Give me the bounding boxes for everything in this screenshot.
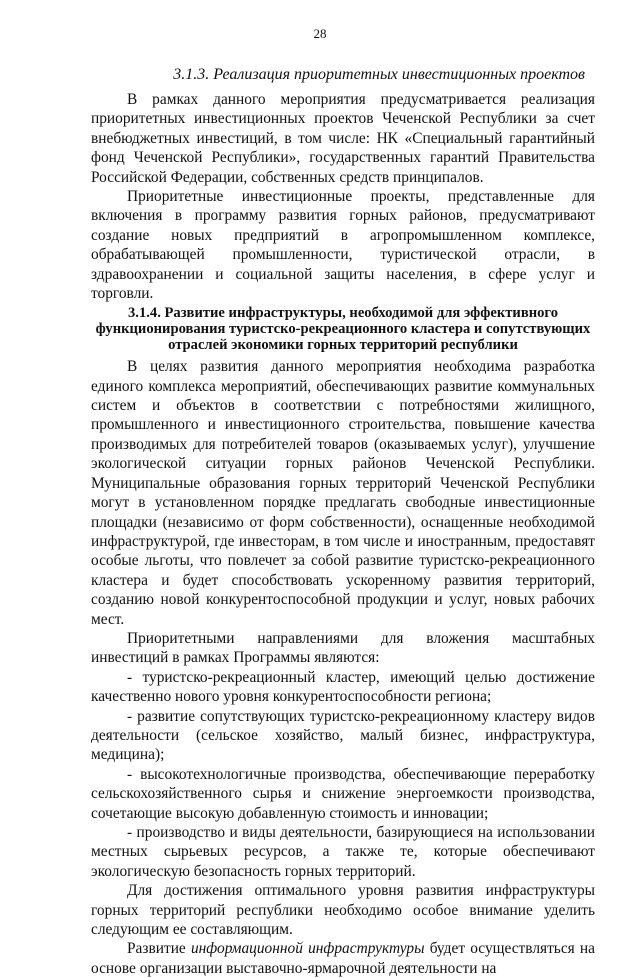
paragraph-3-1-3-projects: Приоритетные инвестиционные проекты, представленные для включения в программу развития горных районов, предусматривают создание новых предприятий в агропромышленном комплексе, обрабатывающей промышленности, туристической отрасли, в здравоохранении и социальной защиты населения, в сфере услуг и торговли.: [91, 188, 595, 303]
section-heading-3-1-4: 3.1.4. Развитие инфраструктуры, необходимой для эффективного функционирования туристско-рекреационного кластера и сопутствующих отраслей экономики горных территорий республики: [95, 305, 591, 353]
list-item: - высокотехнологичные производства, обеспечивающие переработку сельскохозяйственного сырья и снижение энергоемкости производства, сочетающие высокую добавленную стоимость и инновации;: [91, 765, 595, 822]
page-number: 28: [313, 26, 327, 41]
paragraph-information-infrastructure: [91, 939, 595, 978]
emphasized-term: информационной инфраструктуры: [190, 940, 425, 958]
paragraph-3-1-3-intro: В рамках данного мероприятия предусматривается реализация приоритетных инвестиционных проектов Чеченской Республики за счет внебюджетных инвестиций, в том числе: НК «Специальный гарантийный фонд Чеченской Республики», государственных гарантий Правительства Российской Федерации, собственных средств принципалов.: [91, 91, 595, 186]
paragraph-priority-directions: Приоритетными направлениями для вложения масштабных инвестиций в рамках Программы являются:: [91, 629, 595, 667]
text-run: Развитие: [127, 940, 191, 958]
list-item: - производство и виды деятельности, базирующиеся на использовании местных сырьевых ресурсов, а также те, которые обеспечивают экологическую безопасность горных территорий.: [91, 824, 595, 880]
page-content: [91, 64, 595, 978]
text-run: будет осуществляться на основе организации выставочно-ярмарочной деятельности на: [91, 940, 595, 977]
list-item: - развитие сопутствующих туристско-рекреационному кластеру видов деятельности (сельское хозяйство, малый бизнес, инфраструктура, медицина);: [91, 707, 595, 764]
paragraph-3-1-4-intro: В целях развития данного мероприятия необходима разработка единого комплекса мероприятий, обеспечивающих развитие коммунальных систем и объектов в соответствии с потребностями жилищного, промышленного и инвестиционного строительства, повышение качества производимых для потребителей товаров (оказываемых услуг), улучшение экологической ситуации горных районов Чеченской Республики. Муниципальные образования горных территорий Чеченской Республики могут в установленном порядке предлагать свободные инвестиционные площадки (независимо от форм собственности), оснащенные необходимой инфраструктурой, где инвесторам, в том числе и иностранным, предоставят особые льготы, что повлечет за собой развитие туристско-рекреационного кластера и будет способствовать ускоренному развития территорий, созданию новой конкурентоспособной продукции и услуг, новых рабочих мест.: [91, 358, 595, 628]
paragraph-infrastructure-components: Для достижения оптимального уровня развития инфраструктуры горных территорий республики необходимо особое внимание уделить следующим ее составляющим.: [91, 882, 595, 939]
list-item: - туристско-рекреационный кластер, имеющий целью достижение качественно нового уровня конкурентоспособности региона;: [91, 668, 595, 706]
section-heading-3-1-3: 3.1.3. Реализация приоритетных инвестиционных проектов: [173, 66, 585, 83]
